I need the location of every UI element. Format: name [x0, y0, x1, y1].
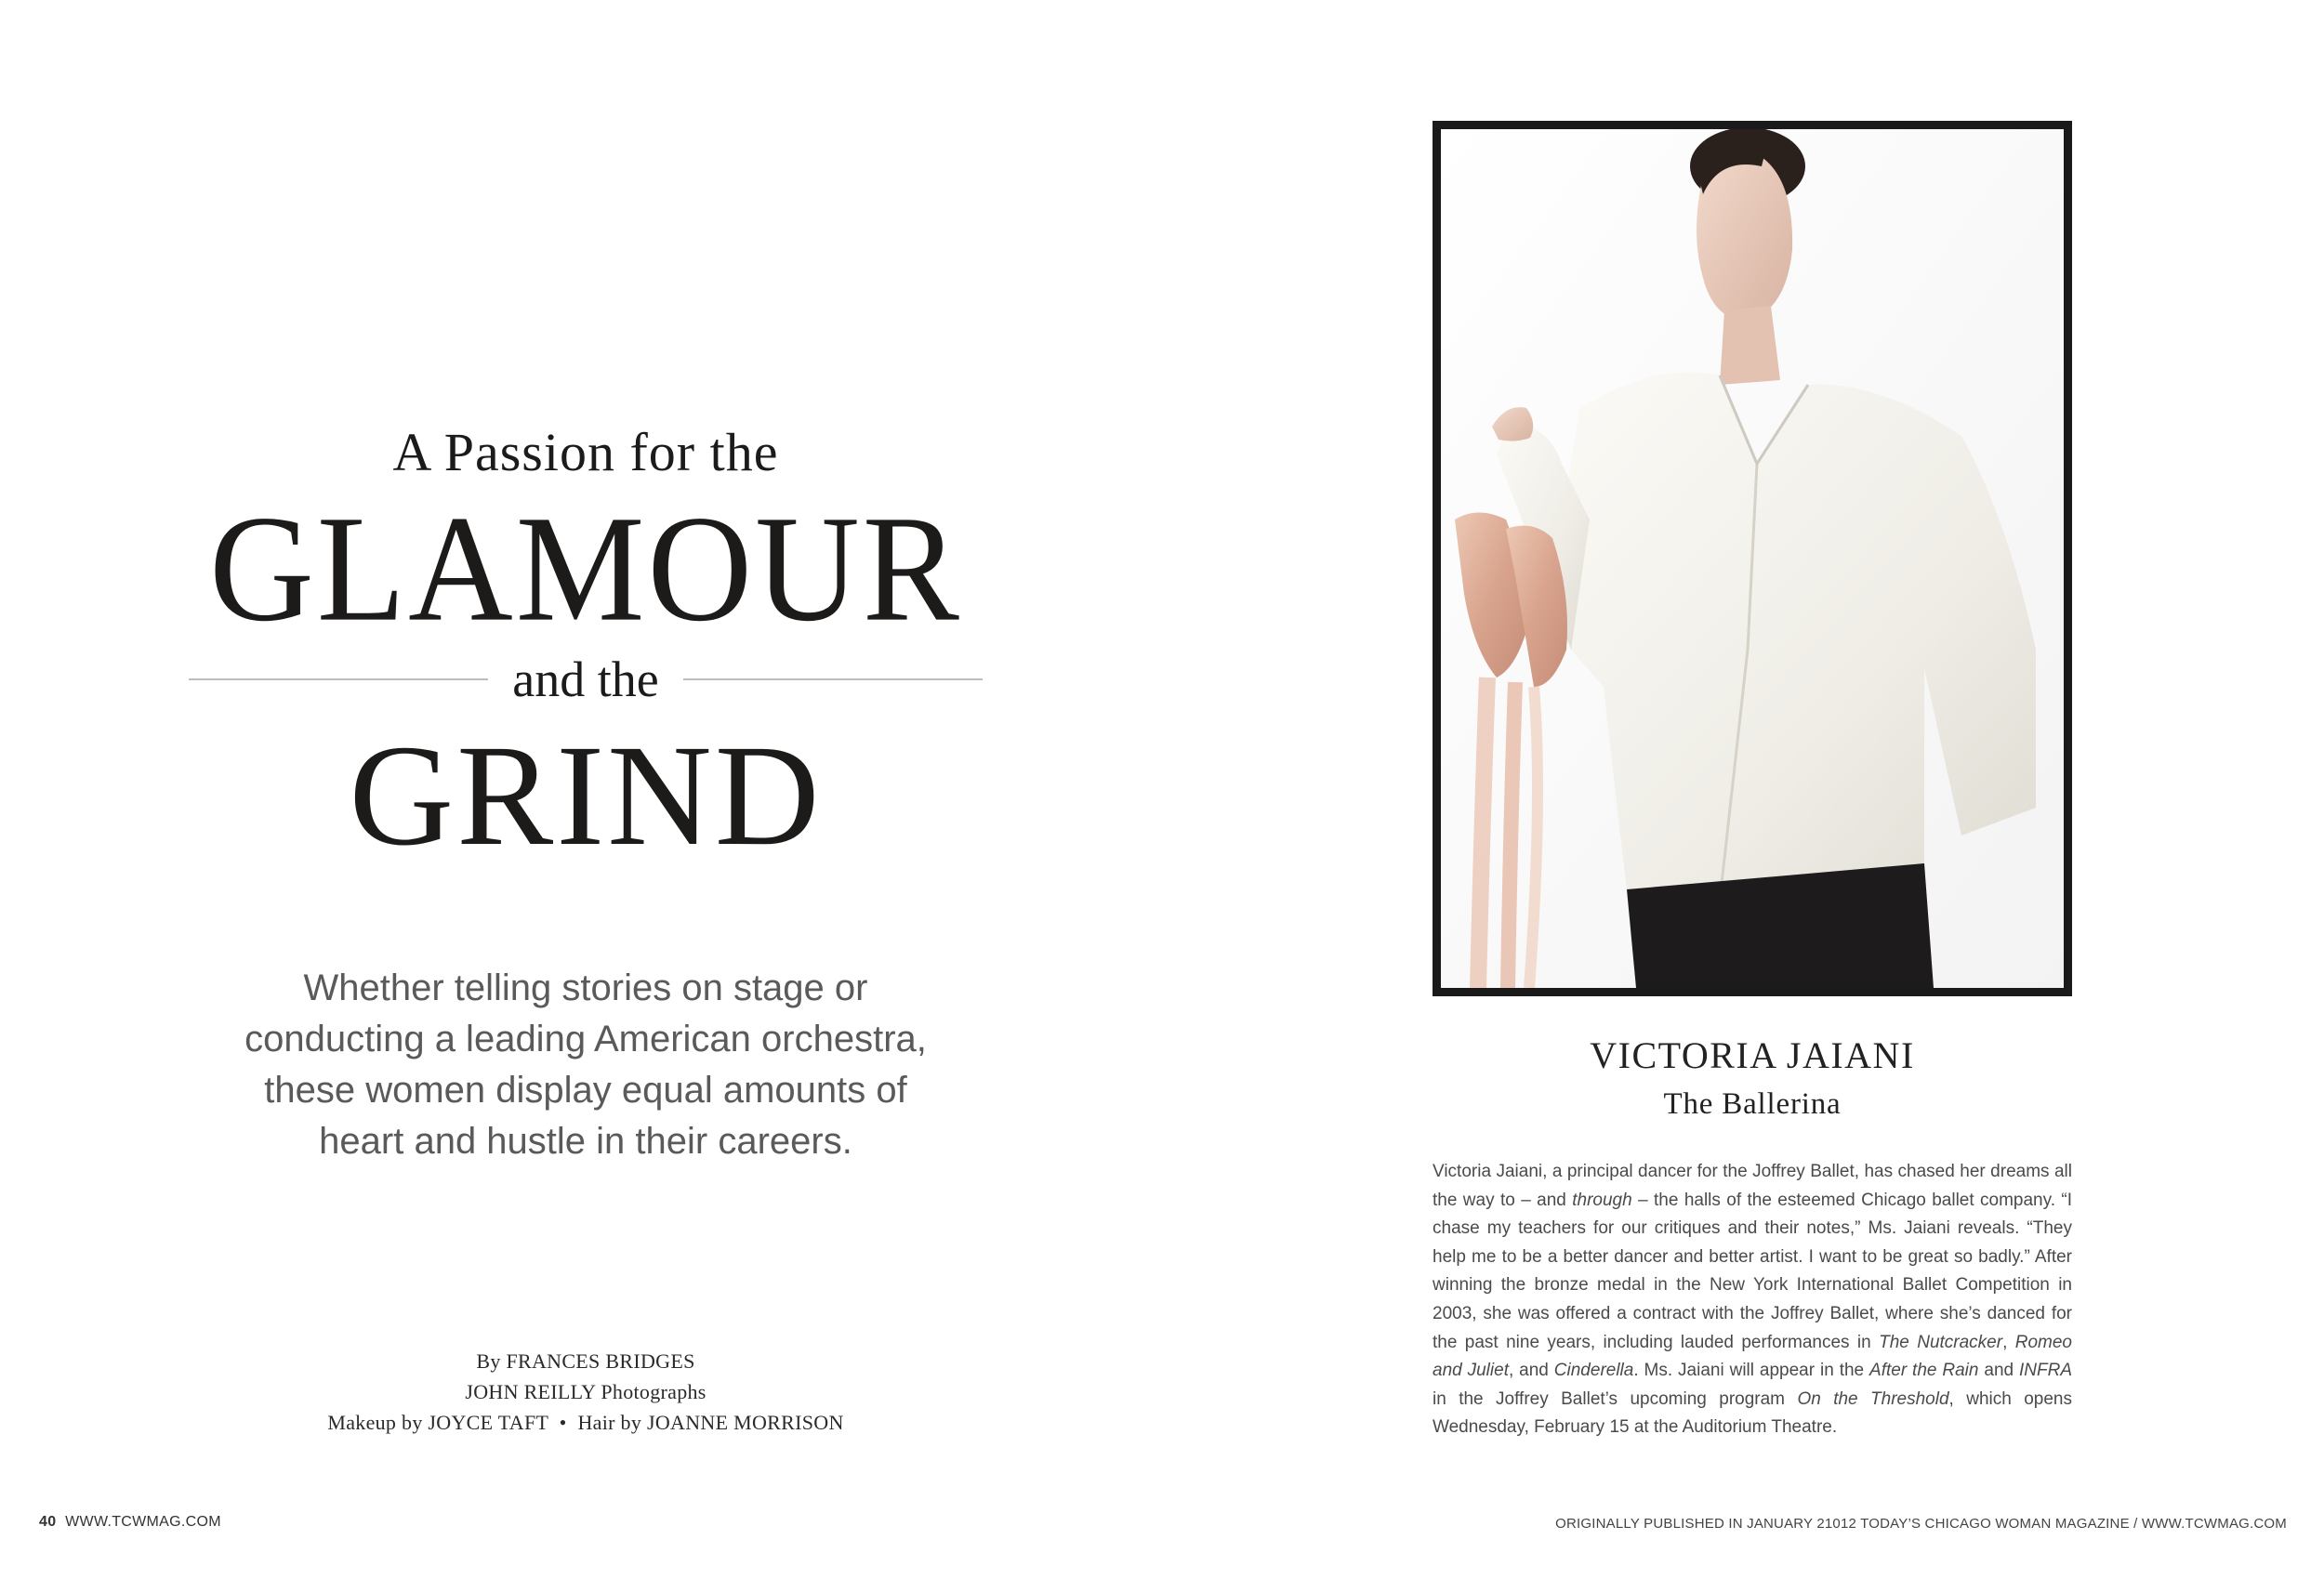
dek-line: these women display equal amounts of [264, 1070, 907, 1111]
bio-text: – the halls of the esteemed Chicago ballet company. “I chase my teachers for our critiques and their notes,” Ms. Jaiani reveals. “They help me to be a better dancer and better artist. I want to be great so badly.” After winning the bronze medal in the New York International Ballet Competition in 2003, she was offered a contract with the Joffrey Ballet, where she’s danced for the past nine years, including lauded performances in [1433, 1190, 2072, 1352]
portrait-photo [1433, 121, 2072, 996]
dek-line: conducting a leading American orchestra, [244, 1019, 927, 1059]
bio-text: , and [1508, 1361, 1554, 1381]
bio-italic: Romeo and Juliet [1433, 1332, 2072, 1381]
folio-site-link[interactable]: WWW.TCWMAG.COM [65, 1514, 221, 1530]
headline-block [167, 409, 1004, 875]
folio-left [39, 1514, 221, 1531]
bio-italic: through [1572, 1190, 1632, 1210]
dek-line: heart and hustle in their careers. [319, 1121, 852, 1162]
profile-bio [1433, 1158, 2072, 1442]
bio-italic: The Nutcracker [1879, 1332, 2003, 1352]
makeup-credit: Makeup by JOYCE TAFT [327, 1411, 548, 1434]
headline-main: GLAMOUR [209, 483, 962, 653]
hair-credit: Hair by JOANNE MORRISON [577, 1411, 844, 1434]
page-number: 40 [39, 1514, 57, 1530]
bio-text: , which opens Wednesday, February 15 at the Auditorium Theatre. [1433, 1388, 2072, 1438]
profile-role: The Ballerina [1663, 1087, 1842, 1121]
dek-line: Whether telling stories on stage or [303, 967, 868, 1008]
bio-italic: On the Threshold [1797, 1388, 1949, 1409]
divider-right [683, 678, 983, 680]
headline-sub: GRIND [349, 715, 823, 875]
headline-connector-row [167, 651, 1004, 707]
bio-text: . Ms. Jaiani will appear in the [1633, 1361, 1870, 1381]
byline: By FRANCES BRIDGES [476, 1349, 695, 1373]
profile-name: VICTORIA JAIANI [1590, 1034, 1915, 1076]
bio-text: Victoria Jaiani, a principal dancer for the Joffrey Ballet, has chased her dreams all the way to – and [1433, 1162, 2072, 1210]
bio-text: and [1978, 1361, 2019, 1381]
stylist-credits [214, 1407, 957, 1438]
credits [214, 1346, 957, 1438]
bio-italic: INFRA [2019, 1361, 2072, 1381]
bio-text: in the Joffrey Ballet’s upcoming program [1433, 1388, 1798, 1409]
bio-italic: After the Rain [1869, 1361, 1979, 1381]
portrait-illustration [1441, 129, 2064, 988]
headline-kicker: A Passion for the [392, 422, 779, 482]
blouse-shape [1564, 373, 2036, 901]
dek [186, 963, 985, 1167]
bio-italic: Cinderella [1553, 1361, 1634, 1381]
divider-left [189, 678, 488, 680]
credit-separator: • [559, 1411, 567, 1434]
photo-credit: JOHN REILLY Photographs [465, 1380, 706, 1403]
headline-connector: and the [512, 651, 659, 707]
folio-right: ORIGINALLY PUBLISHED IN JANUARY 21012 TODAY’S CHICAGO WOMAN MAGAZINE / WWW.TCWMAG.COM [1555, 1516, 2287, 1532]
bio-text: , [2002, 1332, 2015, 1352]
